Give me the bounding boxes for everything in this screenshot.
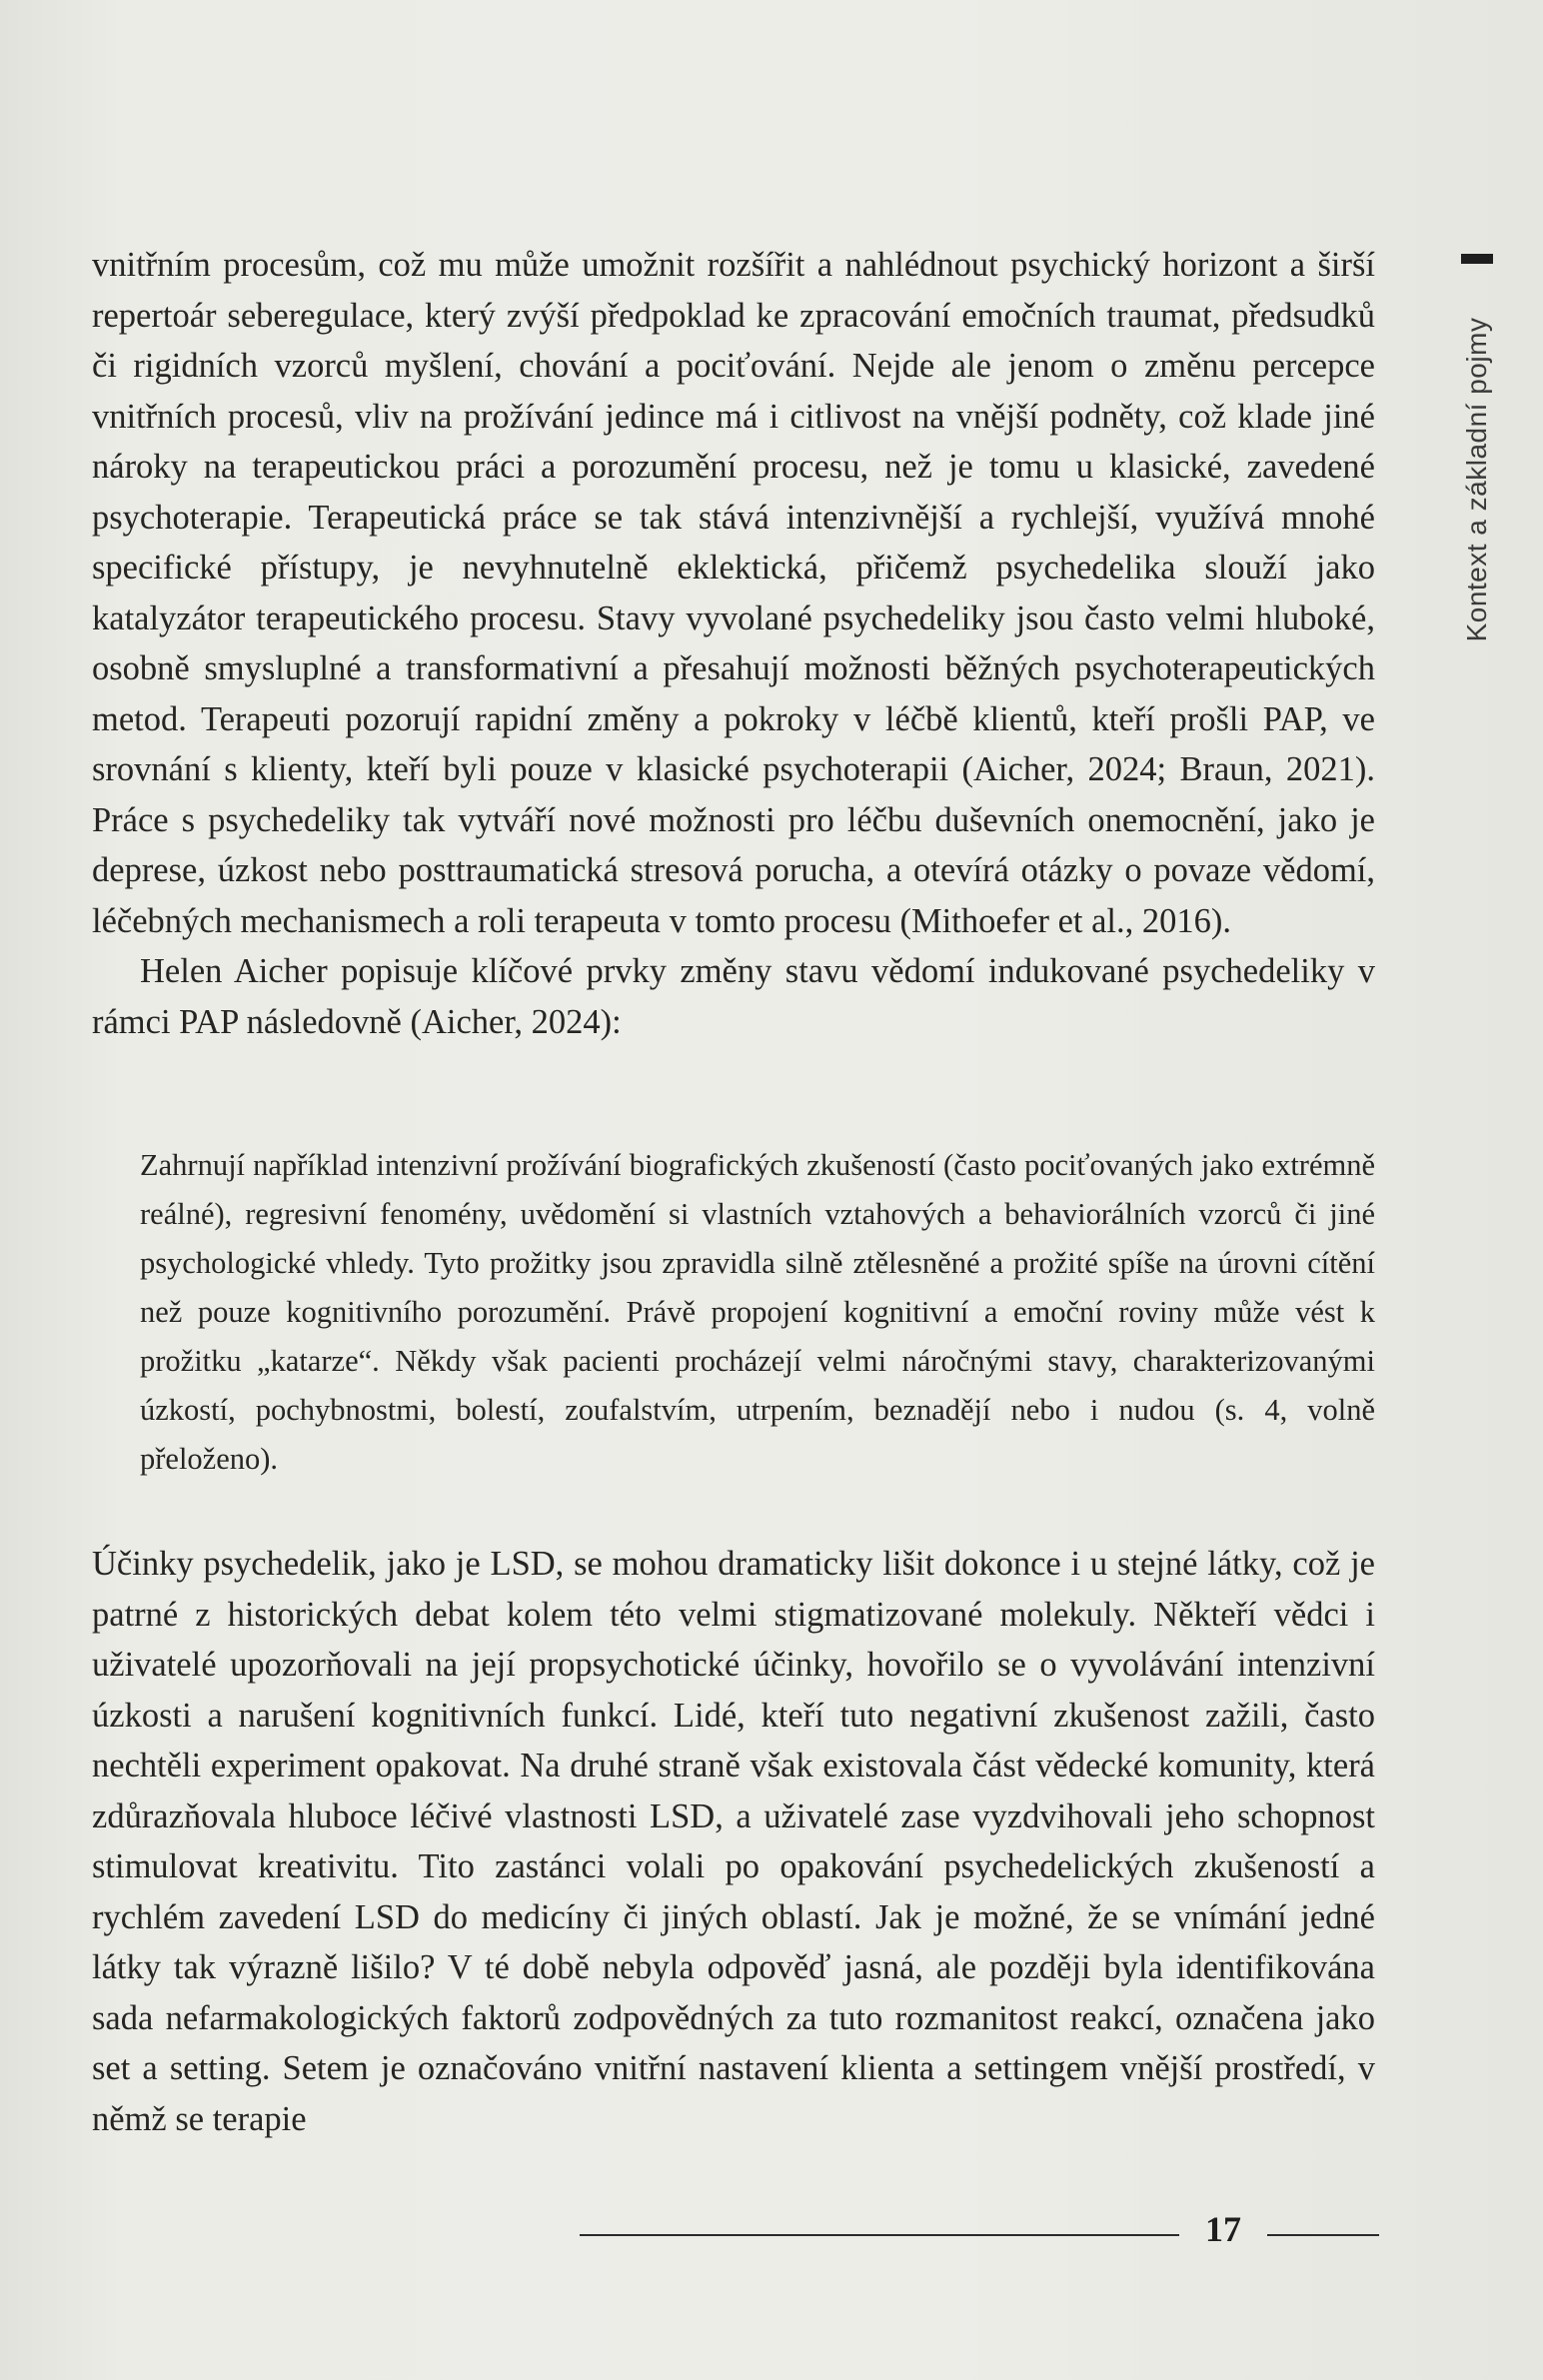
body-text-bottom (92, 1539, 1375, 2144)
block-quote (140, 1141, 1375, 1484)
footer-rule-left (580, 2234, 1179, 2236)
chapter-marker-bar (1461, 254, 1493, 264)
quote-text: Zahrnují například intenzivní prožívání biografických zkušeností (často pociťovaných jako extrémně reálné), regresivní fenomény, uvědomění si vlastních vztahových a behaviorálních vzorců či jiné psychologické vhledy. Tyto prožitky jsou zpravidla silně ztělesněné a prožité spíše na úrovni cítění než pouze kognitivního porozumění. Právě propojení kognitivní a emoční roviny může vést k prožitku „katarze“. Někdy však pacienti procházejí velmi náročnými stavy, charakterizovanými úzkostí, pochybnostmi, bolestí, zoufalstvím, utrpením, beznadějí nebo i nudou (s. 4, volně přeloženo). (140, 1148, 1375, 1476)
body-text-top (92, 240, 1375, 1047)
paragraph-3: Účinky psychedelik, jako je LSD, se mohou dramaticky lišit dokonce i u stejné látky, což je patrné z historických debat kolem této velmi stigmatizované molekuly. Někteří vědci i uživatelé upozorňovali na její propsychotické účinky, hovořilo se o vyvolávání intenzivní úzkosti a narušení kognitivních funkcí. Lidé, kteří tuto negativní zkušenost zažili, často nechtěli experiment opakovat. Na druhé straně však existovala část vědecké komunity, která zdůrazňovala hluboce léčivé vlastnosti LSD, a uživatelé zase vyzdvihovali jeho schopnost stimulovat kreativitu. Tito zastánci volali po opakování psychedelických zkušeností a rychlém zavedení LSD do medicíny či jiných oblastí. Jak je možné, že se vnímání jedné látky tak výrazně lišilo? V té době nebyla odpověď jasná, ale později byla identifikována sada nefarmakologických faktorů zodpovědných za tuto rozmanitost reakcí, označena jako set a setting. Setem je označováno vnitřní nastavení klienta a settingem vnější prostředí, v němž se terapie (92, 1545, 1375, 2138)
footer-rule-right (1267, 2234, 1379, 2236)
paragraph-2: Helen Aicher popisuje klíčové prvky změny stavu vědomí indukované psychedeliky v rámci PAP následovně (Aicher, 2024): (92, 952, 1375, 1041)
chapter-side-label: Kontext a základní pojmy (1461, 317, 1492, 642)
page-footer (580, 2208, 1379, 2258)
page-number: 17 (1205, 2209, 1241, 2249)
paragraph-1: vnitřním procesům, což mu může umožnit rozšířit a nahlédnout psychický horizont a širší repertoár seberegulace, který zvýší předpoklad ke zpracování emočních traumat, předsudků či rigidních vzorců myšlení, chování a pociťování. Nejde ale jenom o změnu percepce vnitřních procesů, vliv na prožívání jedince má i citlivost na vnější podněty, což klade jiné nároky na terapeutickou práci a porozumění procesu, než je tomu u klasické, zavedené psychoterapie. Terapeutická práce se tak stává intenzivnější a rychlejší, využívá mnohé specifické přístupy, je nevyhnutelně eklektická, přičemž psychedelika slouží jako katalyzátor terapeutického procesu. Stavy vyvolané psychedeliky jsou často velmi hluboké, osobně smysluplné a transformativní a přesahují možnosti běžných psychoterapeutických metod. Terapeuti pozorují rapidní změny a pokroky v léčbě klientů, kteří prošli PAP, ve srovnání s klienty, kteří byli pouze v klasické psychoterapii (Aicher, 2024; Braun, 2021). Práce s psychedeliky tak vytváří nové možnosti pro léčbu duševních onemocnění, jako je deprese, úzkost nebo posttraumatická stresová porucha, a otevírá otázky o povaze vědomí, léčebných mechanismech a roli terapeuta v tomto procesu (Mithoefer et al., 2016). (92, 246, 1375, 940)
